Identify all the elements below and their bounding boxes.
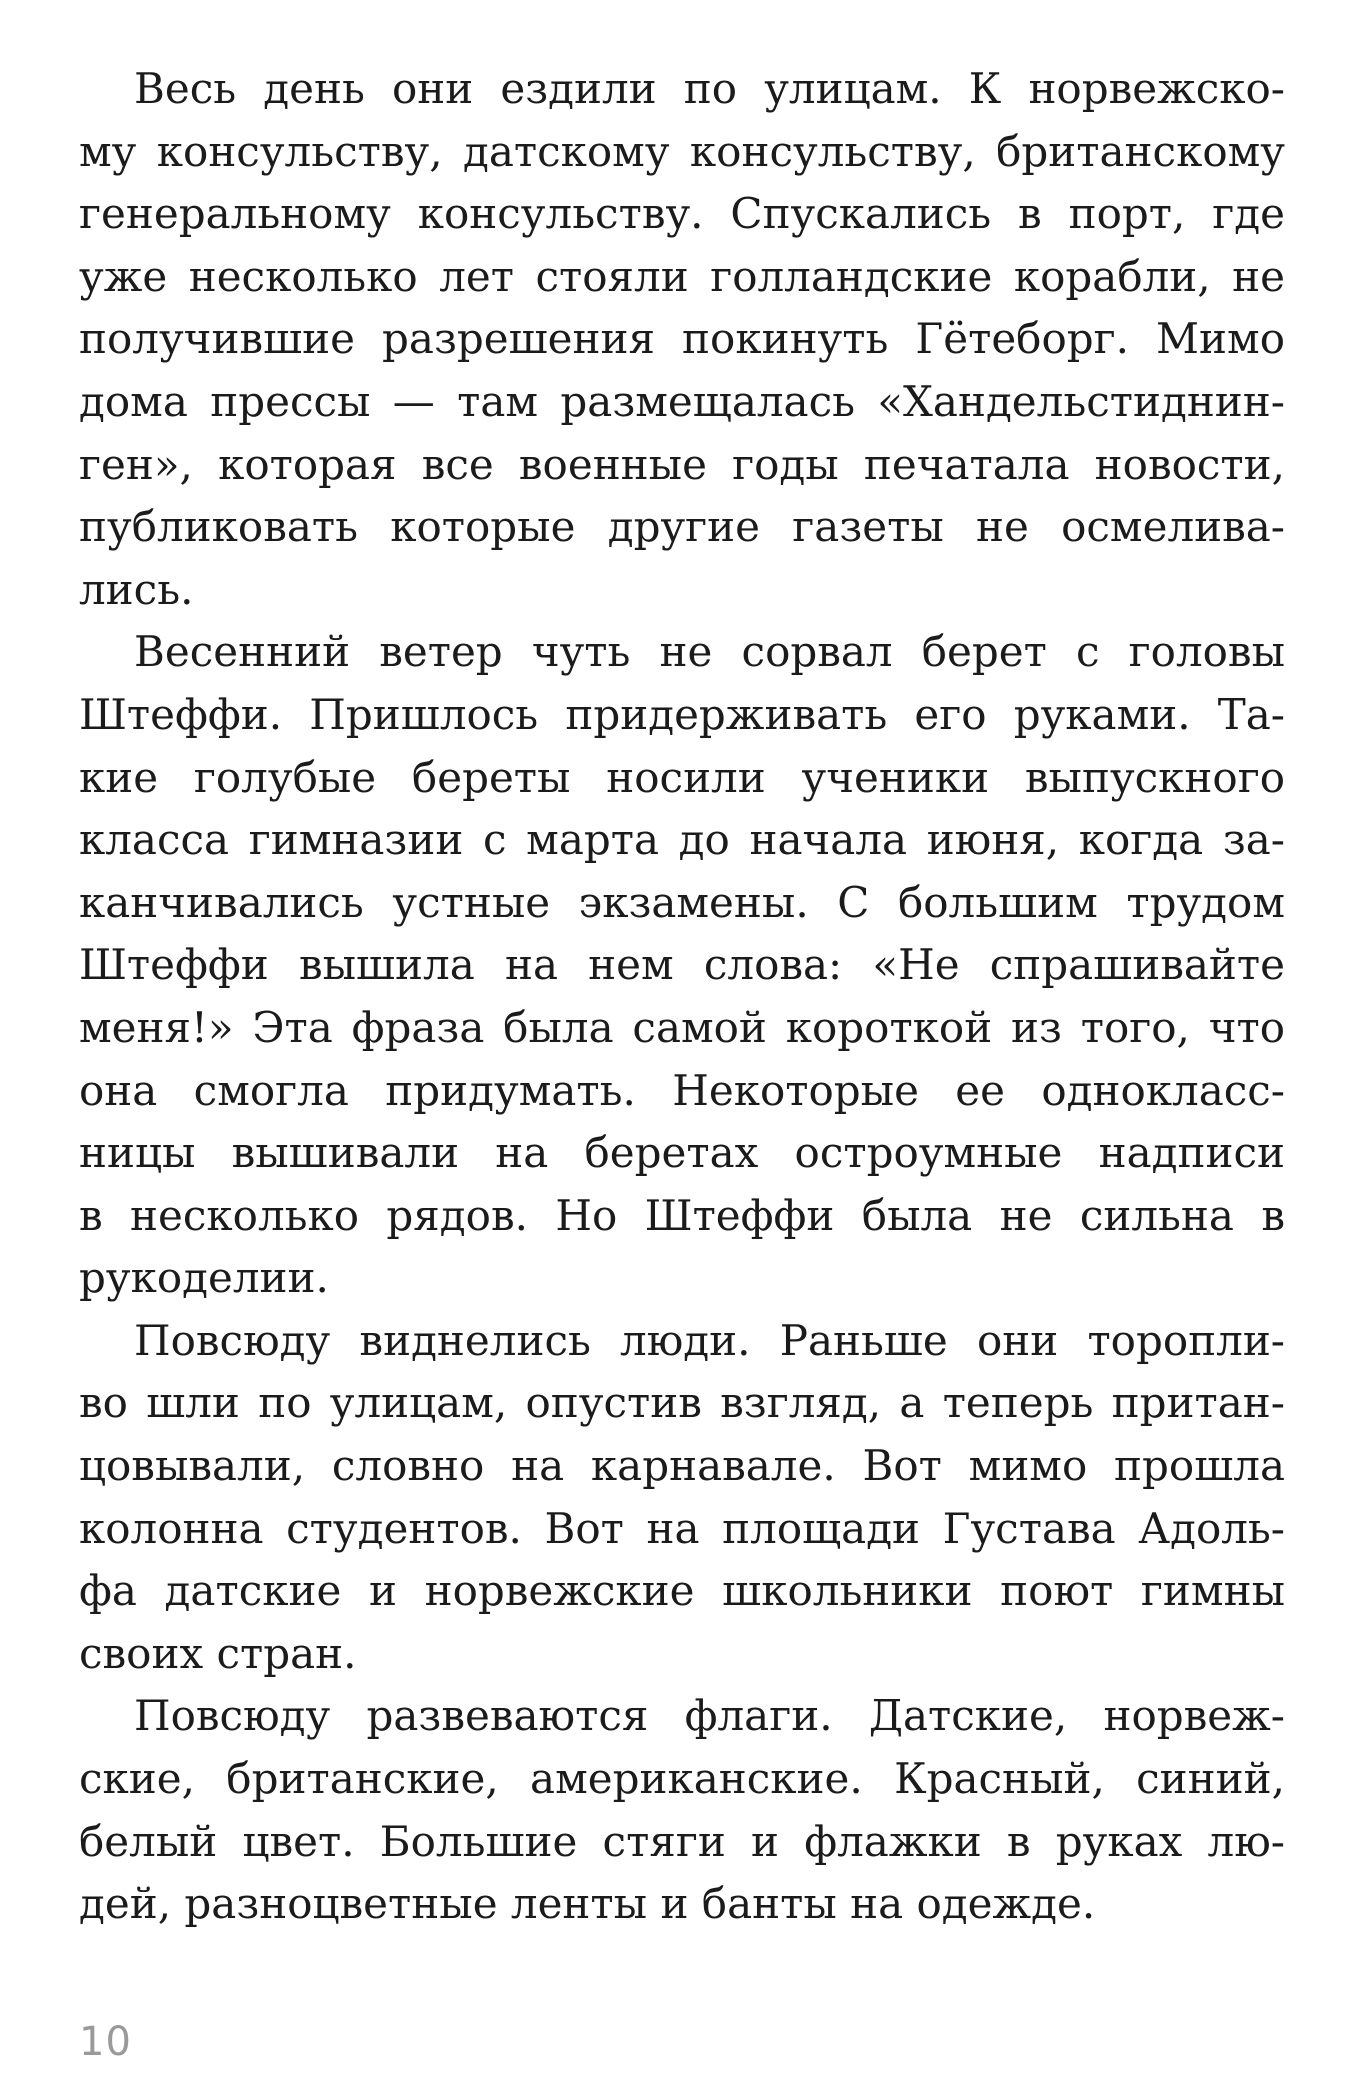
text-line: своих стран.	[79, 1628, 357, 1678]
text-line: канчивались устные экзамены. С большим трудом	[79, 877, 1285, 927]
text-line: класса гимназии с марта до начала июня, когда за-	[79, 815, 1285, 865]
text-line: фа датские и норвежские школьники поют гимны	[79, 1566, 1285, 1616]
text-line: генеральному консульству. Спускались в порт, где	[79, 189, 1285, 239]
text-line: дома прессы — там размещалась «Хандельстиднин-	[79, 376, 1285, 426]
text-line: ген», которая все военные годы печатала новости,	[79, 439, 1285, 489]
paragraph	[79, 1310, 1285, 1686]
text-line: уже несколько лет стояли голландские корабли, не	[79, 251, 1285, 301]
text-line: Весенний ветер чуть не сорвал берет с головы	[134, 627, 1285, 677]
text-line: меня!» Эта фраза была самой короткой из того, что	[79, 1002, 1285, 1052]
paragraph	[79, 621, 1285, 1310]
paragraph	[79, 1685, 1285, 1935]
text-line: колонна студентов. Вот на площади Густава Адоль-	[79, 1503, 1285, 1553]
page-number: 10	[79, 2019, 132, 2065]
text-line: рукоделии.	[79, 1253, 329, 1303]
text-line: Повсюду развеваются флаги. Датские, норвеж-	[134, 1691, 1285, 1741]
book-page-text	[79, 58, 1285, 1936]
text-line: она смогла придумать. Некоторые ее однокласс-	[79, 1065, 1285, 1115]
text-line: лись.	[79, 564, 194, 614]
text-line: дей, разноцветные ленты и банты на одежде.	[79, 1879, 1096, 1929]
text-line: цовывали, словно на карнавале. Вот мимо прошла	[79, 1441, 1285, 1491]
text-line: Штеффи. Пришлось придерживать его руками. Та-	[79, 689, 1285, 739]
text-line: во шли по улицам, опустив взгляд, а теперь притан-	[79, 1378, 1285, 1428]
text-line: публиковать которые другие газеты не осмелива-	[79, 502, 1285, 552]
text-line: кие голубые береты носили ученики выпускного	[79, 752, 1285, 802]
text-line: получившие разрешения покинуть Гётеборг. Мимо	[79, 314, 1285, 364]
text-line: Повсюду виднелись люди. Раньше они торопли-	[134, 1315, 1285, 1365]
text-line: в несколько рядов. Но Штеффи была не сильна в	[79, 1190, 1285, 1240]
text-line: ницы вышивали на беретах остроумные надписи	[79, 1128, 1285, 1178]
text-line: белый цвет. Большие стяги и флажки в руках лю-	[79, 1816, 1285, 1866]
text-line: му консульству, датскому консульству, британскому	[79, 126, 1285, 176]
text-line: ские, британские, американские. Красный, синий,	[79, 1754, 1285, 1804]
paragraph	[79, 58, 1285, 621]
text-line: Штеффи вышила на нем слова: «Не спрашивайте	[79, 940, 1285, 990]
text-line: Весь день они ездили по улицам. К норвежско-	[134, 64, 1285, 113]
